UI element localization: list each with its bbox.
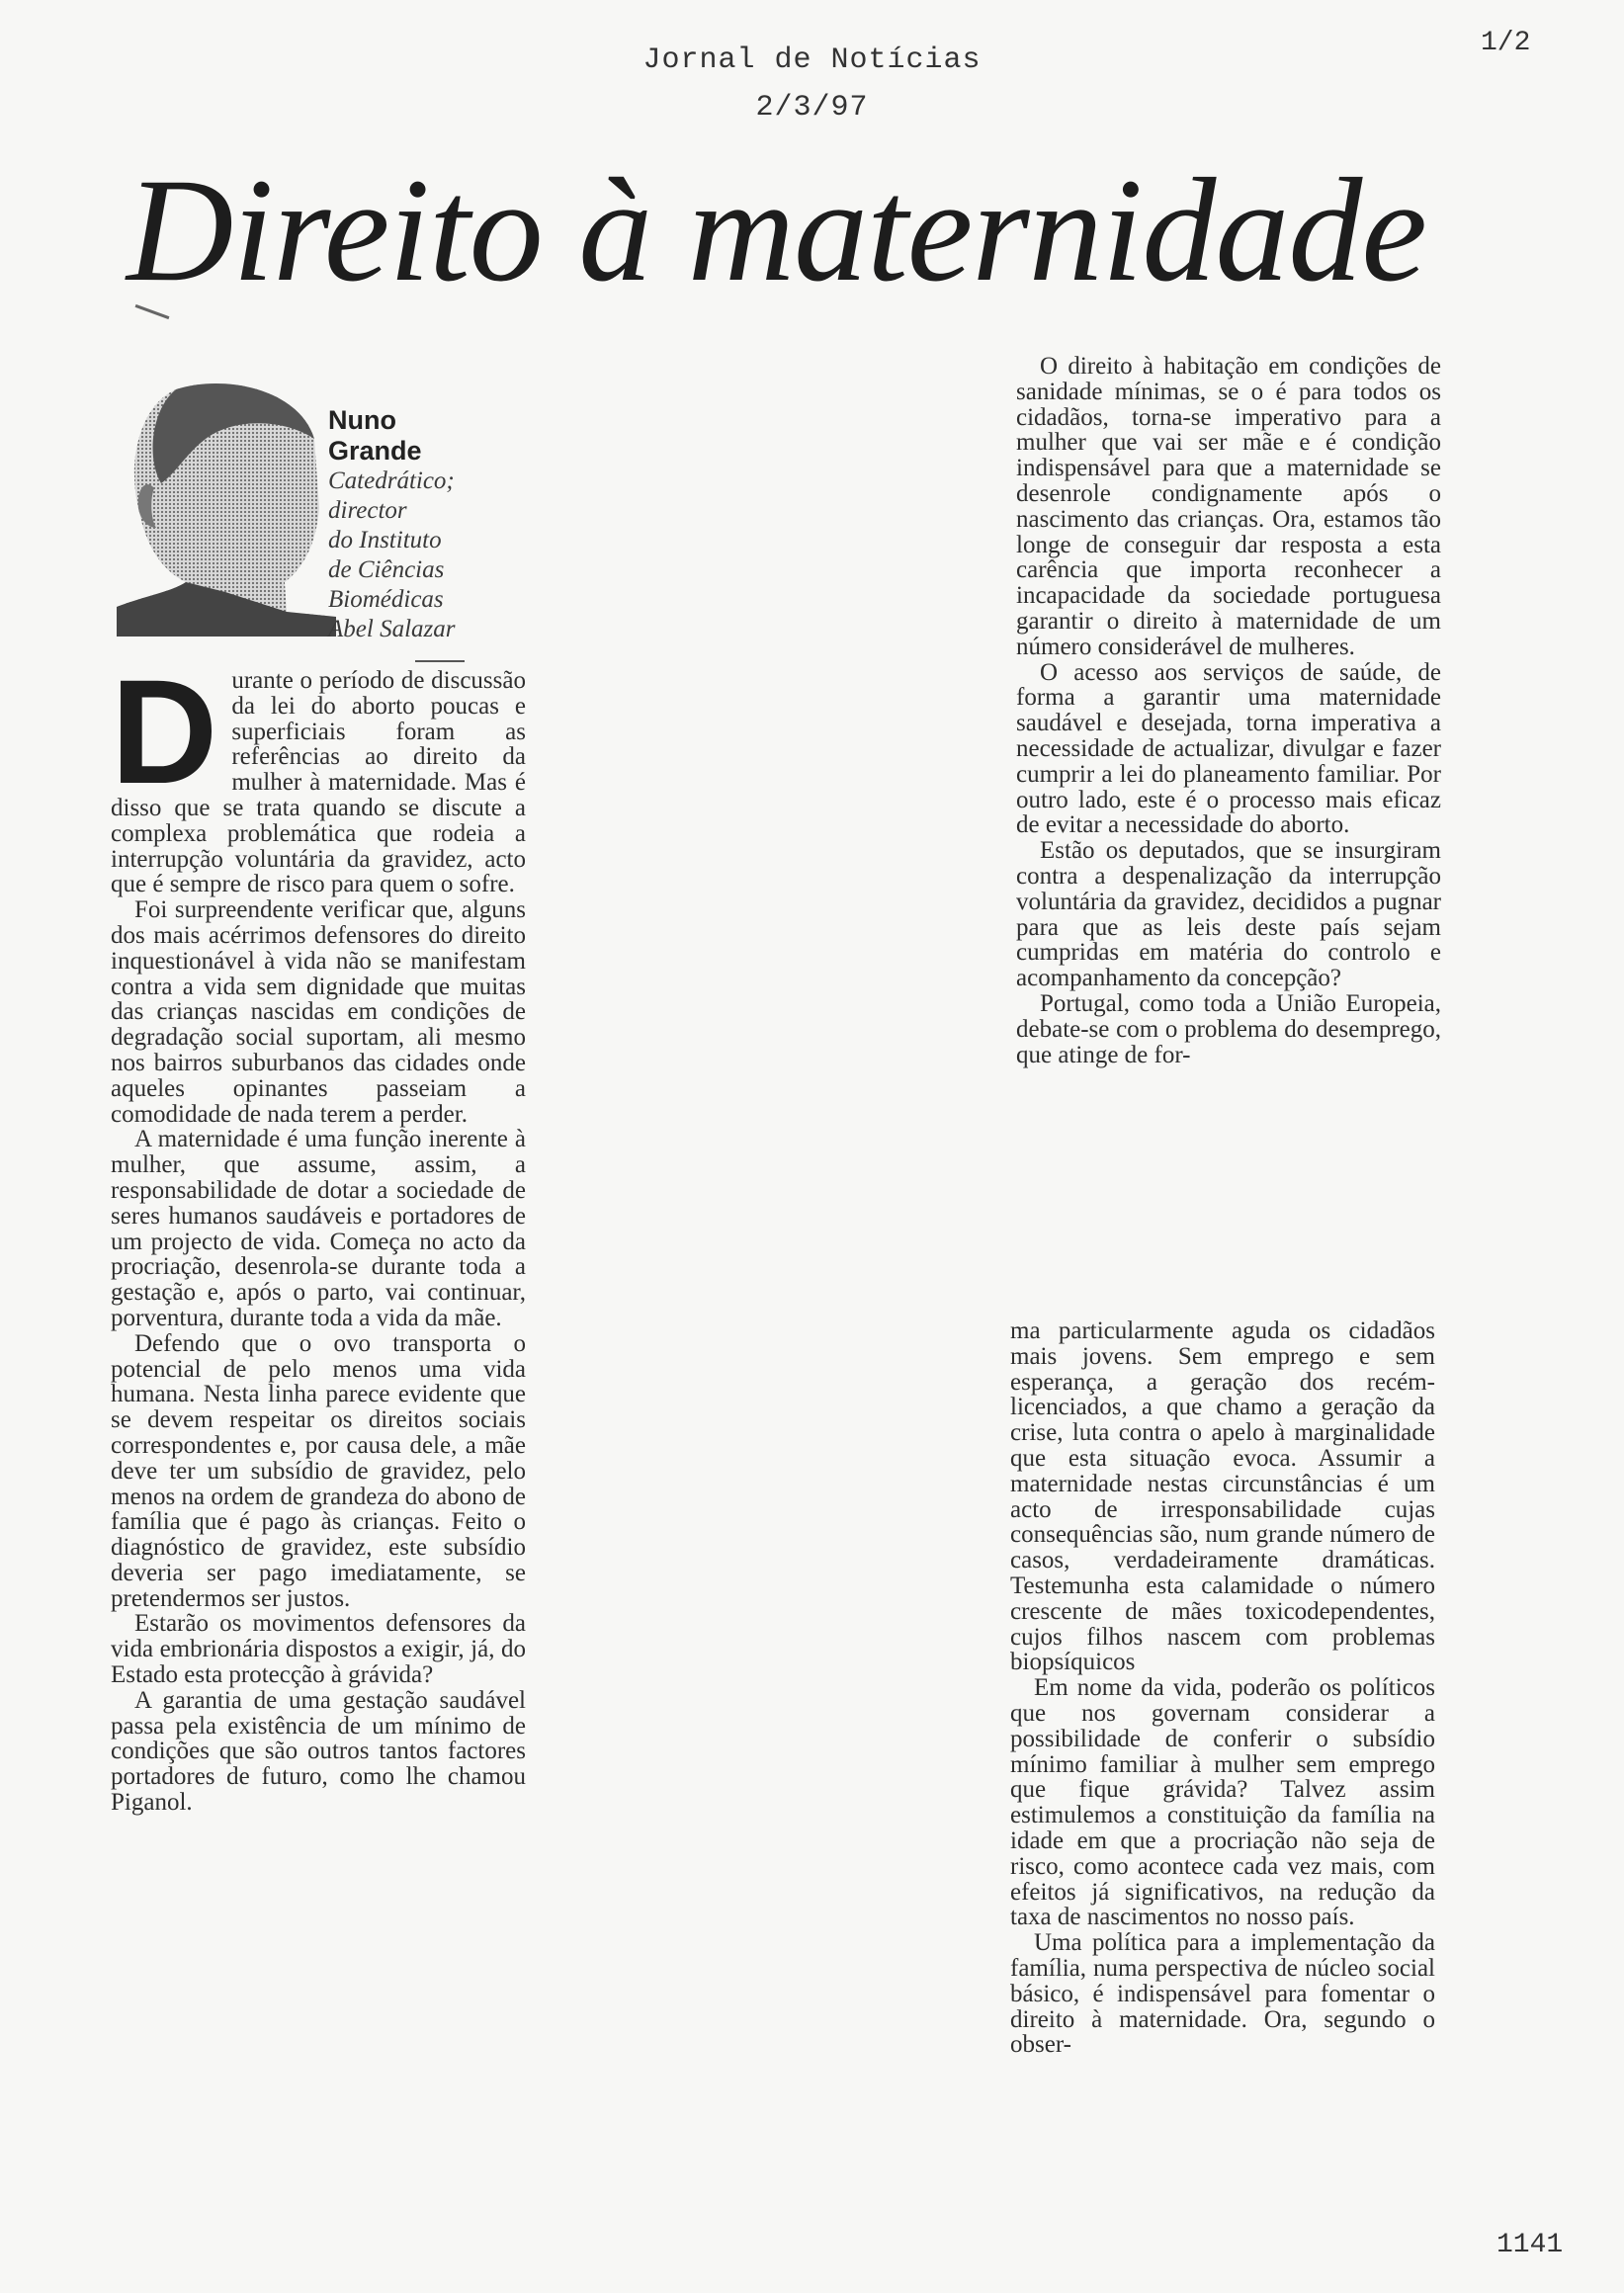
article-column-left bbox=[111, 648, 526, 1817]
author-byline bbox=[328, 405, 516, 644]
paragraph: Uma política para a implementação da família, numa perspectiva de núcleo social básico, é indispensável para fomentar o direito à maternidade. Ora, segundo o obser- bbox=[1010, 1929, 1435, 2059]
author-role-line: Abel Salazar bbox=[328, 616, 456, 642]
author-role bbox=[328, 467, 516, 644]
author-role-line: Biomédicas bbox=[328, 586, 444, 613]
author-role-line: director bbox=[328, 497, 407, 524]
author-last-name: Grande bbox=[328, 436, 422, 466]
paragraph: A maternidade é uma função inerente à mulher, que assume, assim, a responsabilidade de dotar a sociedade de seres humanos saudáveis e portadores de um projecto de vida. Começa no acto da procriação, desenrola-se durante toda a gestação e, após o parto, vai continuar, porventura, durante toda a vida da mãe. bbox=[111, 1126, 526, 1331]
page-number: 1/2 bbox=[1481, 28, 1531, 58]
paragraph: Em nome da vida, poderão os políticos que nos governam considerar a possibilidade de conferir o subsídio mínimo familiar à mulher sem emprego que fique grávida? Talvez assim estimulemos a constituição da família na idade em que a procriação não seja de risco, como acontece cada vez mais, com efeitos já significativos, na redução da taxa de nascimentos no nosso país. bbox=[1010, 1674, 1435, 1931]
archive-number: 1141 bbox=[1496, 2230, 1564, 2260]
publication-date: 2/3/97 bbox=[755, 91, 869, 125]
drop-cap: D bbox=[111, 648, 218, 814]
newspaper-name: Jornal de Notícias bbox=[642, 43, 982, 77]
author-first-name: Nuno bbox=[328, 405, 396, 435]
paragraph: Portugal, como toda a União Europeia, debate-se com o problema do desemprego, que atinge de for- bbox=[1016, 989, 1441, 1068]
paragraph: Foi surpreendente verificar que, alguns dos mais acérrimos defensores do direito inquestionável à vida não se manifestam contra a vida sem dignidade que muitas das crianças nascidas em condições de degradação social suportam, ali mesmo nos bairros suburbanos das cidades onde aqueles opinantes passeiam a comodidade de nada terem a perder. bbox=[111, 896, 526, 1128]
headline: Direito à maternidade bbox=[127, 148, 1426, 312]
paragraph: Estão os deputados, que se insurgiram contra a despenalização da interrupção voluntária da gravidez, decididos a pugnar para que as leis deste país sejam cumpridas em matéria do controlo e acompanhamento da concepção? bbox=[1016, 837, 1441, 992]
paragraph: O acesso aos serviços de saúde, de forma a garantir uma maternidade saudável e desejada, torna imperativa a necessidade de actualizar, divulgar e fazer cumprir a lei do planeamento familiar. Por outro lado, este é o processo mais eficaz de evitar a necessidade do aborto. bbox=[1016, 658, 1441, 839]
author-portrait bbox=[117, 380, 336, 637]
author-role-line: do Instituto bbox=[328, 527, 442, 553]
author-name bbox=[328, 405, 516, 467]
paragraph: O direito à habitação em condições de sanidade mínimas, se o é para todos os cidadãos, torna-se imperativo para a mulher que vai ser mãe e é condição indispensável para que a maternidade se desenrole condignamente após o nascimento das crianças. Ora, estamos tão longe de conseguir dar resposta a esta carência que importa reconhecer a incapacidade da sociedade portuguesa garantir o direito à maternidade de um número considerável de mulheres. bbox=[1016, 353, 1441, 660]
article-column-right-bottom bbox=[1010, 1318, 1435, 2058]
paragraph: A garantia de uma gestação saudável passa pela existência de um mínimo de condições que são outros tantos factores portadores de futuro, como lhe chamou Piganol. bbox=[111, 1686, 526, 1817]
paragraph: Estarão os movimentos defensores da vida embrionária dispostos a exigir, já, do Estado esta protecção à grávida? bbox=[111, 1610, 526, 1689]
paragraph: urante o período de discussão da lei do aborto poucas e superficiais foram as referências ao direito da mulher à maternidade. Mas é disso que se trata quando se discute a complexa problemática que rodeia a interrupção voluntária da gravidez, acto que é sempre de risco para quem o sofre. bbox=[111, 667, 526, 898]
paragraph: Defendo que o ovo transporta o potencial de pelo menos uma vida humana. Nesta linha parece evidente que se devem respeitar os direitos sociais correspondentes e, por causa dele, a mãe deve ter um subsídio de gravidez, pelo menos na ordem de grandeza do abono de família que é pago às crianças. Feito o diagnóstico de gravidez, este subsídio deveria ser pago imediatamente, se pretendermos ser justos. bbox=[111, 1329, 526, 1612]
author-role-line: de Ciências bbox=[328, 556, 445, 583]
byline-divider bbox=[415, 660, 465, 662]
article-column-right-top bbox=[1016, 354, 1441, 1067]
author-role-line: Catedrático; bbox=[328, 467, 455, 494]
paragraph-continuation: ma particularmente aguda os cidadãos mais jovens. Sem emprego e sem esperança, a geração dos recém-licenciados, a que chamo a geração da crise, luta contra o apelo à marginalidade que esta situação evoca. Assumir a maternidade nestas circunstâncias é um acto de irresponsabilidade cujas consequências são, num grande número de casos, verdadeiramente dramáticas. Testemunha esta calamidade o número crescente de mães toxicodependentes, cujos filhos nascem com problemas biopsíquicos bbox=[1010, 1317, 1435, 1676]
